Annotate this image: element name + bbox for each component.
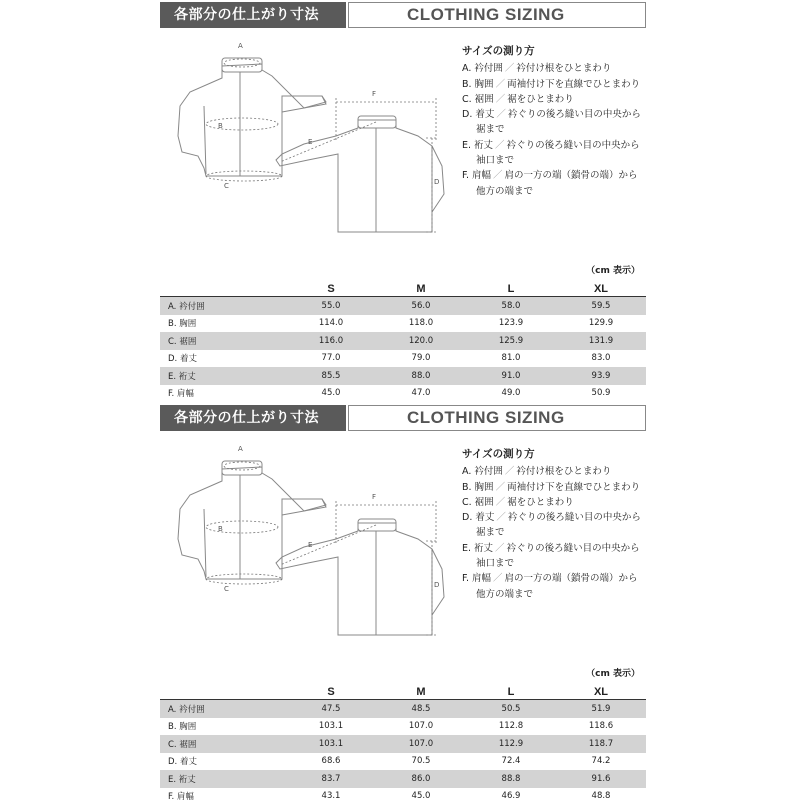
size-value: 112.8 [498, 721, 524, 732]
method-item-desc: 両袖付け下を直線でひとまわり [507, 481, 641, 493]
size-value: 50.5 [466, 700, 556, 718]
method-item-separator: ／ [492, 573, 503, 585]
table-row [160, 718, 646, 736]
row-label: A. 衿付囲 [160, 297, 286, 315]
row-label: D. 着丈 [168, 757, 197, 768]
method-item-desc: 衿付け根をひとまわり [516, 466, 612, 478]
size-header: M [376, 685, 466, 700]
method-item [462, 77, 662, 92]
method-item-cont: 裾まで [476, 124, 505, 136]
size-value: 47.0 [411, 388, 431, 399]
table-row [160, 700, 646, 718]
unit-note: （cm 表示） [586, 266, 640, 276]
measure-label-e: E [308, 138, 313, 146]
header-japanese-title: 各部分の仕上がり寸法 [160, 2, 346, 28]
method-item-label: C. 裾囲 [462, 496, 494, 508]
size-value: 129.9 [588, 318, 614, 329]
method-item-label: C. 裾囲 [462, 93, 494, 105]
row-label: C. 裾囲 [160, 735, 286, 753]
size-value: 59.5 [556, 297, 646, 315]
method-item-desc: 衿ぐりの後ろ縫い目の中央から [506, 542, 640, 554]
table-header-row [160, 282, 646, 297]
size-header: S [286, 685, 376, 700]
garment-diagram [160, 36, 460, 246]
size-value: 112.9 [466, 735, 556, 753]
measure-label-c: C [224, 182, 229, 190]
method-item-cont: 裾まで [476, 527, 505, 539]
method-title: サイズの測り方 [462, 448, 535, 460]
size-value: 120.0 [376, 332, 466, 350]
method-item-label: F. 肩幅 [462, 573, 491, 585]
method-item-separator: ／ [495, 93, 506, 105]
method-item [462, 138, 662, 169]
method-item-separator: ／ [495, 78, 506, 90]
size-value: 72.4 [501, 756, 521, 767]
size-value: 56.0 [376, 297, 466, 315]
size-value: 125.9 [466, 332, 556, 350]
measure-label-d: D [434, 178, 440, 186]
method-item [462, 510, 662, 541]
measurement-method [462, 447, 662, 602]
method-item [462, 464, 662, 479]
size-header [160, 685, 286, 700]
table-row [160, 315, 646, 333]
table-row [160, 770, 646, 788]
method-item-label: A. 衿付囲 [462, 63, 503, 75]
sizing-section-1 [0, 0, 806, 400]
measure-label-a: A [238, 445, 243, 453]
table-row [160, 332, 646, 350]
size-header: L [466, 282, 556, 297]
table-row [160, 753, 646, 771]
size-value: 91.6 [556, 770, 646, 788]
size-value: 77.0 [321, 353, 341, 364]
size-value: 88.0 [376, 367, 466, 385]
size-header: XL [556, 282, 646, 297]
row-label: F. 肩幅 [168, 792, 194, 803]
method-item-desc: 衿付け根をひとまわり [516, 63, 612, 75]
size-value: 123.9 [498, 318, 524, 329]
method-item-cont: 他方の端まで [476, 185, 534, 197]
method-item [462, 571, 662, 602]
size-value: 103.1 [318, 721, 344, 732]
table-row [160, 350, 646, 368]
row-label: B. 胸囲 [168, 319, 197, 330]
method-item-desc: 裾をひとまわり [507, 496, 574, 508]
measure-label-e: E [308, 541, 313, 549]
size-header: M [376, 282, 466, 297]
header-english-title: CLOTHING SIZING [348, 405, 646, 431]
size-value: 81.0 [501, 353, 521, 364]
measure-label-c: C [224, 585, 229, 593]
method-item-label: D. 着丈 [462, 512, 495, 524]
sizing-section-2 [0, 403, 806, 803]
size-header [160, 282, 286, 297]
method-item-cont: 袖口まで [476, 155, 515, 167]
unit-note: （cm 表示） [586, 669, 640, 679]
method-item-desc: 両袖付け下を直線でひとまわり [507, 78, 641, 90]
row-label: E. 裄丈 [160, 770, 286, 788]
method-item-label: D. 着丈 [462, 109, 495, 121]
size-value: 107.0 [408, 721, 434, 732]
method-item [462, 495, 662, 510]
front-jacket-illustration [178, 58, 326, 176]
front-jacket-measures [206, 59, 282, 181]
back-jacket-measures [280, 98, 438, 232]
size-value: 88.8 [466, 770, 556, 788]
size-value: 86.0 [376, 770, 466, 788]
method-item-label: B. 胸囲 [462, 78, 494, 90]
method-item-separator: ／ [496, 512, 506, 524]
method-title: サイズの測り方 [462, 45, 535, 57]
measure-label-d: D [434, 581, 440, 589]
size-value: 93.9 [556, 367, 646, 385]
size-value: 116.0 [286, 332, 376, 350]
front-jacket-measures [206, 462, 282, 584]
size-value: 118.6 [588, 721, 614, 732]
size-value: 103.1 [286, 735, 376, 753]
row-label: D. 着丈 [168, 354, 197, 365]
size-value: 83.7 [286, 770, 376, 788]
method-item-label: E. 裄丈 [462, 139, 494, 151]
table-row [160, 367, 646, 385]
table-row [160, 735, 646, 753]
row-label: C. 裾囲 [160, 332, 286, 350]
method-item [462, 168, 662, 199]
size-value: 48.8 [591, 791, 611, 802]
method-item-desc: 衿ぐりの後ろ縫い目の中央から [507, 109, 641, 121]
method-item [462, 480, 662, 495]
size-value: 45.0 [411, 791, 431, 802]
size-value: 48.5 [376, 700, 466, 718]
method-item-desc: 肩の一方の端（鎖骨の端）から [504, 170, 638, 182]
size-value: 45.0 [321, 388, 341, 399]
size-value: 43.1 [321, 791, 341, 802]
method-item-desc: 衿ぐりの後ろ縫い目の中央から [506, 139, 640, 151]
row-label: B. 胸囲 [168, 722, 197, 733]
size-value: 85.5 [286, 367, 376, 385]
method-item-separator: ／ [495, 542, 505, 554]
method-item-desc: 裾をひとまわり [507, 93, 574, 105]
size-value: 131.9 [556, 332, 646, 350]
method-item-desc: 肩の一方の端（鎖骨の端）から [504, 573, 638, 585]
method-item [462, 92, 662, 107]
method-item [462, 541, 662, 572]
back-jacket-illustration [276, 116, 444, 232]
method-item-separator: ／ [495, 139, 505, 151]
row-label: A. 衿付囲 [160, 700, 286, 718]
garment-diagram [160, 439, 460, 649]
measure-label-f: F [372, 493, 377, 501]
sizing-table [160, 282, 646, 402]
method-item-cont: 袖口まで [476, 558, 515, 570]
size-value: 58.0 [466, 297, 556, 315]
size-value: 79.0 [411, 353, 431, 364]
method-item [462, 107, 662, 138]
method-item-separator: ／ [496, 109, 506, 121]
size-header: S [286, 282, 376, 297]
back-jacket-illustration [276, 519, 444, 635]
measure-label-b: B [218, 525, 223, 533]
size-value: 74.2 [591, 756, 611, 767]
table-header-row [160, 685, 646, 700]
method-item-desc: 衿ぐりの後ろ縫い目の中央から [507, 512, 641, 524]
size-value: 118.0 [408, 318, 434, 329]
row-label: F. 肩幅 [168, 389, 194, 400]
method-item-separator: ／ [495, 481, 506, 493]
size-value: 114.0 [318, 318, 344, 329]
size-header: L [466, 685, 556, 700]
method-item-label: A. 衿付囲 [462, 466, 503, 478]
method-item-separator: ／ [495, 496, 506, 508]
header-english-title: CLOTHING SIZING [348, 2, 646, 28]
method-item-separator: ／ [504, 466, 515, 478]
method-item-separator: ／ [504, 63, 515, 75]
size-value: 107.0 [376, 735, 466, 753]
header-japanese-title: 各部分の仕上がり寸法 [160, 405, 346, 431]
size-header: XL [556, 685, 646, 700]
measurement-method [462, 44, 662, 199]
size-value: 83.0 [591, 353, 611, 364]
size-value: 46.9 [501, 791, 521, 802]
row-label: E. 裄丈 [160, 367, 286, 385]
size-value: 70.5 [411, 756, 431, 767]
measure-label-f: F [372, 90, 377, 98]
method-item-label: E. 裄丈 [462, 542, 494, 554]
size-value: 68.6 [321, 756, 341, 767]
table-row [160, 385, 646, 403]
method-item [462, 61, 662, 76]
table-row [160, 297, 646, 315]
table-row [160, 788, 646, 806]
back-jacket-measures [280, 501, 438, 635]
measure-label-b: B [218, 122, 223, 130]
sizing-table [160, 685, 646, 805]
size-value: 118.7 [556, 735, 646, 753]
measure-label-a: A [238, 42, 243, 50]
front-jacket-illustration [178, 461, 326, 579]
size-value: 50.9 [591, 388, 611, 399]
method-item-separator: ／ [492, 170, 503, 182]
method-item-label: F. 肩幅 [462, 170, 491, 182]
size-value: 91.0 [466, 367, 556, 385]
size-value: 51.9 [556, 700, 646, 718]
method-item-cont: 他方の端まで [476, 588, 534, 600]
size-value: 47.5 [286, 700, 376, 718]
size-value: 55.0 [286, 297, 376, 315]
method-item-label: B. 胸囲 [462, 481, 494, 493]
size-value: 49.0 [501, 388, 521, 399]
